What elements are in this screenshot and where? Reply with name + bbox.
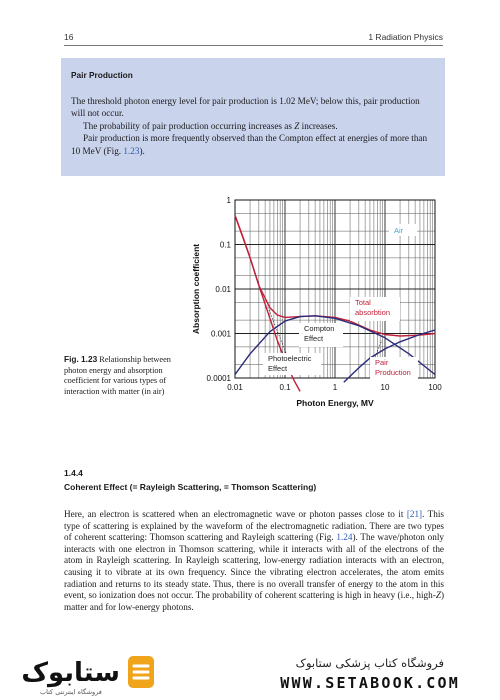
pair-production-label-text: Pair [375,358,389,367]
photoelectric-effect-label [263,353,321,375]
pair-production-box [61,58,445,176]
store-url: WWW.SETABOOK.COM [280,674,460,692]
body-var-z: Z [435,590,441,601]
body-text-4: ) matter and for low-energy photons. [64,590,444,612]
y-tick-label: 0.1 [219,240,231,250]
air-label [389,224,417,236]
page-number: 16 [64,32,74,42]
chart-svg [185,188,450,423]
y-axis-label: Absorption coefficient [191,243,201,335]
box-p2-var: Z [294,120,300,131]
figure-label: Fig. 1.23 [64,354,98,364]
total-absorption-label-text: Total [355,298,371,307]
box-paragraph-2 [71,120,435,132]
body-text-2: . This type of scattering is explained by the waveform of the electromagnetic radiation. There are two types of coherent scattering: Thomson scattering and Rayleigh scattering (Fig. [64,509,445,543]
figure-caption [64,354,176,397]
body-text-3: ). The wave/photon only interacts with one electron in Thomson scattering, while it interacts with all of the electrons of the atom in Rayleigh scattering. In Rayleigh scattering, low-energy radiation interacts with an electron, causing it to vibrate at its own frequency. Since the vibrating electron accelerates, the atom emits radiation and returns to its steady state. Thus, there is no overall transfer of energy to the atom in this event, so ionization does not occur. The probability of coherent scattering is high in heavy (i.e., high- [64,532,444,601]
total-absorption-label-text: absorbtion [355,308,391,317]
x-tick-label: 100 [428,383,442,392]
y-tick-label: 0.01 [215,285,231,294]
x-tick-label: 0.1 [279,383,291,392]
air-label-text: Air [394,226,404,235]
photoelectric-effect-label-text: Effect [268,364,288,373]
logo-subtitle: فروشگاه اینترنتی کتاب [40,688,102,696]
box-title: Pair Production [71,70,133,80]
x-tick-label: 10 [380,383,390,392]
box-paragraph-1: The threshold photon energy level for pair production is 1.02 MeV; below this, pair production will not occur. [71,96,420,119]
figure-caption-text: Relationship between photon energy and absorption coefficient for various types of interaction with matter (in air) [64,355,171,396]
figure-link[interactable]: 1.23 [123,145,140,156]
running-title: 1 Radiation Physics [368,32,443,42]
total-absorption-label [350,297,400,321]
y-tick-label: 0.001 [210,329,231,339]
compton-effect-label-text: Effect [304,334,324,343]
watermark-footer [0,648,500,700]
x-tick-label: 1 [332,383,338,392]
box-p3-text-end: ). [139,145,145,156]
box-p2-text-end: increases. [299,120,338,131]
compton-effect-label-text: Compton [304,324,335,333]
store-name: فروشگاه کتاب پزشکی ستابوک [295,656,444,670]
compton-effect-label [299,323,343,347]
citation-link[interactable]: [21] [406,509,423,519]
absorption-chart [185,188,450,428]
photoelectric-effect-label-text: Photoelectric [268,354,312,363]
body-text-1: Here, an electron is scattered when an electromagnetic wave or photon passes close to it [64,509,407,519]
logo-mark-icon [8,652,158,692]
logo-text: ستابوک [21,658,120,688]
running-header [64,32,443,46]
pair-production-label [370,357,418,379]
y-tick-label: 0.0001 [206,374,231,383]
x-tick-label: 0.01 [227,383,243,392]
box-p2-text: The probability of pair production occurring increases as [83,120,295,131]
section-number: 1.4.4 [64,468,83,478]
box-paragraph-3 [71,132,435,157]
body-paragraph [64,509,444,613]
pair-production-label-text: Production [375,368,411,377]
box-text [71,95,435,157]
box-p3-text: Pair production is more frequently observed than the Compton effect at energies of more than 10 MeV (Fig. [71,133,428,156]
section-title: Coherent Effect (= Rayleigh Scattering, = Thomson Scattering) [64,482,317,492]
x-axis-label: Photon Energy, MV [296,398,374,408]
figure-link-2[interactable]: 1.24 [336,532,353,543]
y-tick-label: 1 [226,196,231,205]
